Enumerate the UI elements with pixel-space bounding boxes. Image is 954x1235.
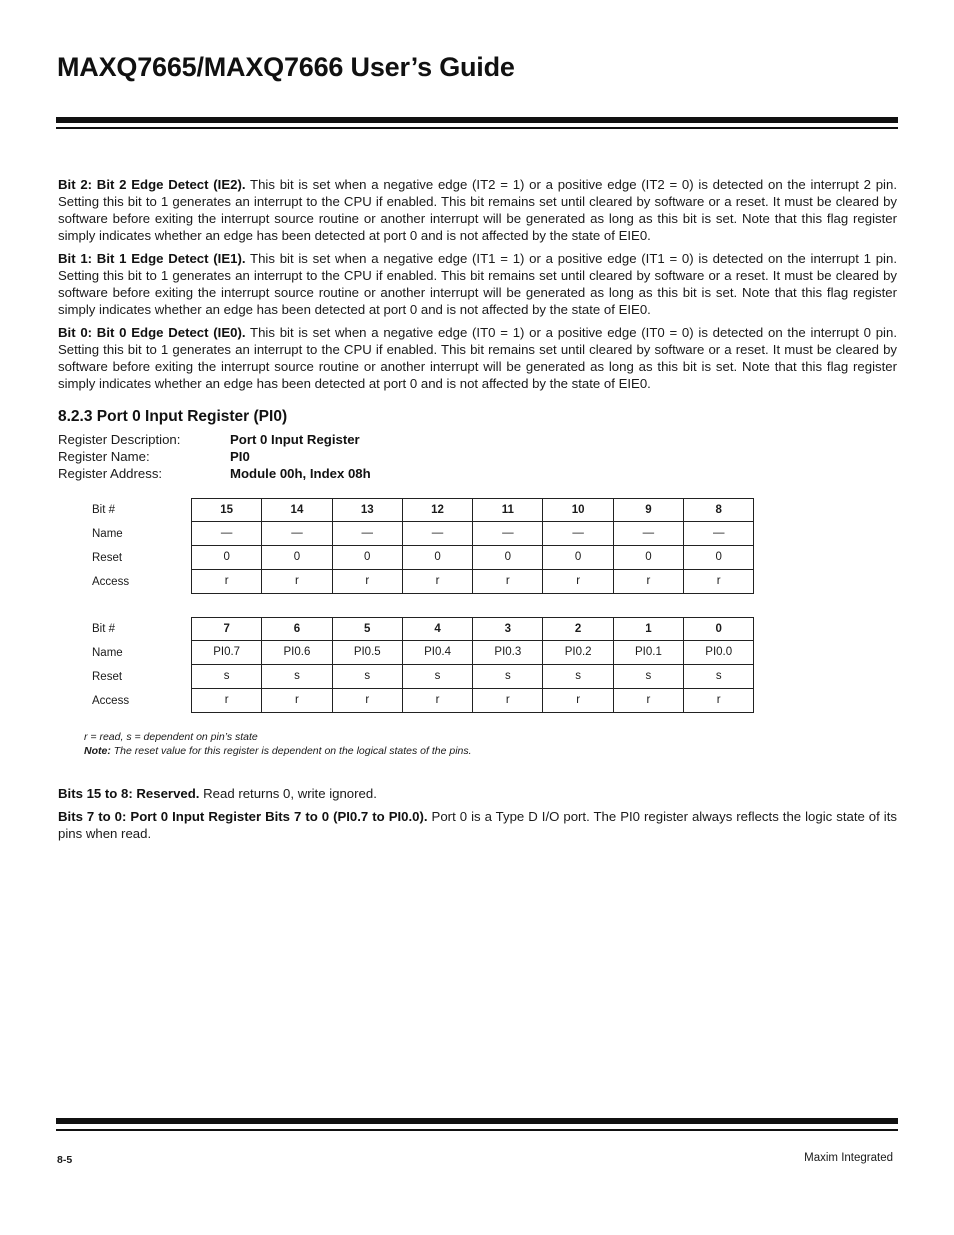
register-info — [58, 431, 371, 482]
register-info-row — [58, 431, 371, 448]
paragraph-text: Read returns 0, write ignored. — [199, 786, 377, 801]
paragraph-lead: Bit 1: Bit 1 Edge Detect (IE1). — [58, 251, 246, 266]
register-info-row — [58, 465, 371, 482]
register-cell: — — [333, 522, 403, 546]
register-cell: 13 — [333, 498, 403, 522]
register-cell: r — [684, 570, 754, 594]
paragraph-text: Port 0 is a Type D I/O port. The PI0 register always reflects the logic state of its pins when read. — [58, 809, 897, 841]
register-cell: PI0.1 — [614, 641, 684, 665]
page-title: MAXQ7665/MAXQ7666 User’s Guide — [57, 52, 515, 82]
register-row-cells — [191, 498, 754, 522]
paragraph-text: This bit is set when a negative edge (IT0 = 1) or a positive edge (IT0 = 0) is detected on the interrupt 0 pin. Setting this bit to 1 generates an interrupt to the CPU if enabled. This bit remains set until cleared by software or a reset. It must be cleared by software before exiting the interrupt source routine or another interrupt will be generated as long as this bit is set. Note that this flag register simply indicates whether an edge has been detected at port 0 and is not affected by the state of EIE0. — [58, 325, 897, 391]
register-cell: 0 — [403, 546, 473, 570]
register-cell: s — [543, 665, 613, 689]
register-cell: 0 — [614, 546, 684, 570]
register-row-label: Reset — [92, 552, 123, 564]
register-cell: 12 — [403, 498, 473, 522]
register-info-row — [58, 448, 371, 465]
register-info-key: Register Description: — [58, 432, 181, 447]
register-row-cells — [191, 617, 754, 641]
register-cell: 11 — [473, 498, 543, 522]
register-cell: r — [262, 570, 332, 594]
register-row — [92, 617, 762, 641]
register-cell: 0 — [333, 546, 403, 570]
paragraph-pi0-bits — [58, 808, 897, 842]
register-row-label: Bit # — [92, 504, 116, 516]
paragraph-lead: Bits 7 to 0: Port 0 Input Register Bits 7 to 0 (PI0.7 to PI0.0). — [58, 809, 428, 824]
register-cell: 0 — [192, 546, 262, 570]
register-table-high — [92, 498, 762, 594]
register-cell: r — [473, 570, 543, 594]
paragraph-lead: Bit 2: Bit 2 Edge Detect (IE2). — [58, 177, 246, 192]
register-cell: PI0.0 — [684, 641, 754, 665]
register-cell: s — [684, 665, 754, 689]
register-cell: 2 — [543, 617, 613, 641]
register-cell: r — [403, 570, 473, 594]
register-row — [92, 665, 762, 689]
paragraph-lead: Bit 0: Bit 0 Edge Detect (IE0). — [58, 325, 246, 340]
register-cell: 6 — [262, 617, 332, 641]
register-cell: 9 — [614, 498, 684, 522]
section-heading: 8.2.3 Port 0 Input Register (PI0) — [58, 408, 288, 425]
register-cell: r — [614, 689, 684, 713]
register-row — [92, 522, 762, 546]
register-info-value: Port 0 Input Register — [230, 432, 360, 447]
register-row-cells — [191, 665, 754, 689]
legend-line: r = read, s = dependent on pin’s state — [84, 731, 258, 743]
register-table-low — [92, 617, 762, 713]
register-cell: PI0.7 — [192, 641, 262, 665]
register-cell: PI0.4 — [403, 641, 473, 665]
footer-rule-thick — [56, 1118, 898, 1124]
note-text: The reset value for this register is dependent on the logical states of the pins. — [110, 745, 472, 757]
register-row-label: Reset — [92, 671, 123, 683]
footer-rule-thin — [56, 1129, 898, 1131]
register-cell: — — [473, 522, 543, 546]
register-cell: PI0.6 — [262, 641, 332, 665]
paragraph-text: This bit is set when a negative edge (IT2 = 1) or a positive edge (IT2 = 0) is detected on the interrupt 2 pin. Setting this bit to 1 generates an interrupt to the CPU if enabled. This bit remains set until cleared by software or a reset. It must be cleared by software before exiting the interrupt source routine or another interrupt will be generated as long as this bit is set. Note that this flag register simply indicates whether an edge has been detected at port 0 and is not affected by the state of EIE0. — [58, 177, 897, 243]
register-row-label: Name — [92, 528, 123, 540]
register-row — [92, 546, 762, 570]
paragraph-ie1 — [58, 250, 897, 318]
register-row-label: Name — [92, 647, 123, 659]
register-cell: 4 — [403, 617, 473, 641]
header-rule-thin — [56, 127, 898, 129]
bit-field-descriptions — [58, 785, 897, 848]
register-row-cells — [191, 522, 754, 546]
register-cell: s — [473, 665, 543, 689]
register-row — [92, 641, 762, 665]
header-rule-thick — [56, 117, 898, 123]
register-row-label: Access — [92, 576, 130, 588]
register-row-cells — [191, 641, 754, 665]
page-number: 8-5 — [57, 1154, 73, 1166]
register-cell: — — [262, 522, 332, 546]
register-cell: 15 — [192, 498, 262, 522]
register-cell: r — [543, 570, 613, 594]
register-cell: r — [473, 689, 543, 713]
register-row-label: Access — [92, 695, 130, 707]
register-cell: s — [262, 665, 332, 689]
register-cell: r — [262, 689, 332, 713]
register-row-label: Bit # — [92, 623, 116, 635]
register-cell: 10 — [543, 498, 613, 522]
note-label: Note: — [84, 745, 111, 757]
register-cell: r — [403, 689, 473, 713]
register-row — [92, 570, 762, 594]
register-info-value: PI0 — [230, 449, 250, 464]
register-row — [92, 498, 762, 522]
bit-descriptions — [58, 176, 897, 398]
legend-note — [84, 744, 472, 758]
register-info-key: Register Address: — [58, 466, 163, 481]
register-cell: s — [333, 665, 403, 689]
register-cell: 7 — [192, 617, 262, 641]
register-cell: r — [543, 689, 613, 713]
register-cell: s — [403, 665, 473, 689]
register-info-value: Module 00h, Index 08h — [230, 466, 371, 481]
register-cell: — — [543, 522, 613, 546]
register-cell: — — [403, 522, 473, 546]
register-cell: s — [192, 665, 262, 689]
register-cell: 14 — [262, 498, 332, 522]
register-cell: r — [333, 570, 403, 594]
register-row — [92, 689, 762, 713]
register-cell: 0 — [684, 617, 754, 641]
paragraph-ie0 — [58, 324, 897, 392]
register-cell: 0 — [262, 546, 332, 570]
register-cell: r — [192, 689, 262, 713]
register-cell: r — [192, 570, 262, 594]
register-cell: — — [614, 522, 684, 546]
register-cell: PI0.2 — [543, 641, 613, 665]
register-cell: PI0.5 — [333, 641, 403, 665]
register-cell: r — [614, 570, 684, 594]
register-row-cells — [191, 689, 754, 713]
register-cell: — — [192, 522, 262, 546]
register-cell: 8 — [684, 498, 754, 522]
table-legend — [84, 730, 472, 758]
register-cell: 0 — [473, 546, 543, 570]
register-cell: 5 — [333, 617, 403, 641]
paragraph-text: This bit is set when a negative edge (IT1 = 1) or a positive edge (IT1 = 0) is detected on the interrupt 1 pin. Setting this bit to 1 generates an interrupt to the CPU if enabled. This bit remains set until cleared by software or a reset. It must be cleared by software before exiting the interrupt source routine or another interrupt will be generated as long as this bit is set. Note that this flag register simply indicates whether an edge has been detected at port 0 and is not affected by the state of EIE0. — [58, 251, 897, 317]
register-cell: — — [684, 522, 754, 546]
register-cell: r — [333, 689, 403, 713]
register-cell: r — [684, 689, 754, 713]
paragraph-lead: Bits 15 to 8: Reserved. — [58, 786, 200, 801]
register-row-cells — [191, 570, 754, 594]
register-cell: PI0.3 — [473, 641, 543, 665]
footer-brand: Maxim Integrated — [804, 1152, 893, 1164]
register-cell: s — [614, 665, 684, 689]
register-cell: 0 — [543, 546, 613, 570]
register-info-key: Register Name: — [58, 449, 150, 464]
register-cell: 0 — [684, 546, 754, 570]
register-cell: 3 — [473, 617, 543, 641]
register-cell: 1 — [614, 617, 684, 641]
paragraph-reserved — [58, 785, 897, 802]
paragraph-ie2 — [58, 176, 897, 244]
register-row-cells — [191, 546, 754, 570]
